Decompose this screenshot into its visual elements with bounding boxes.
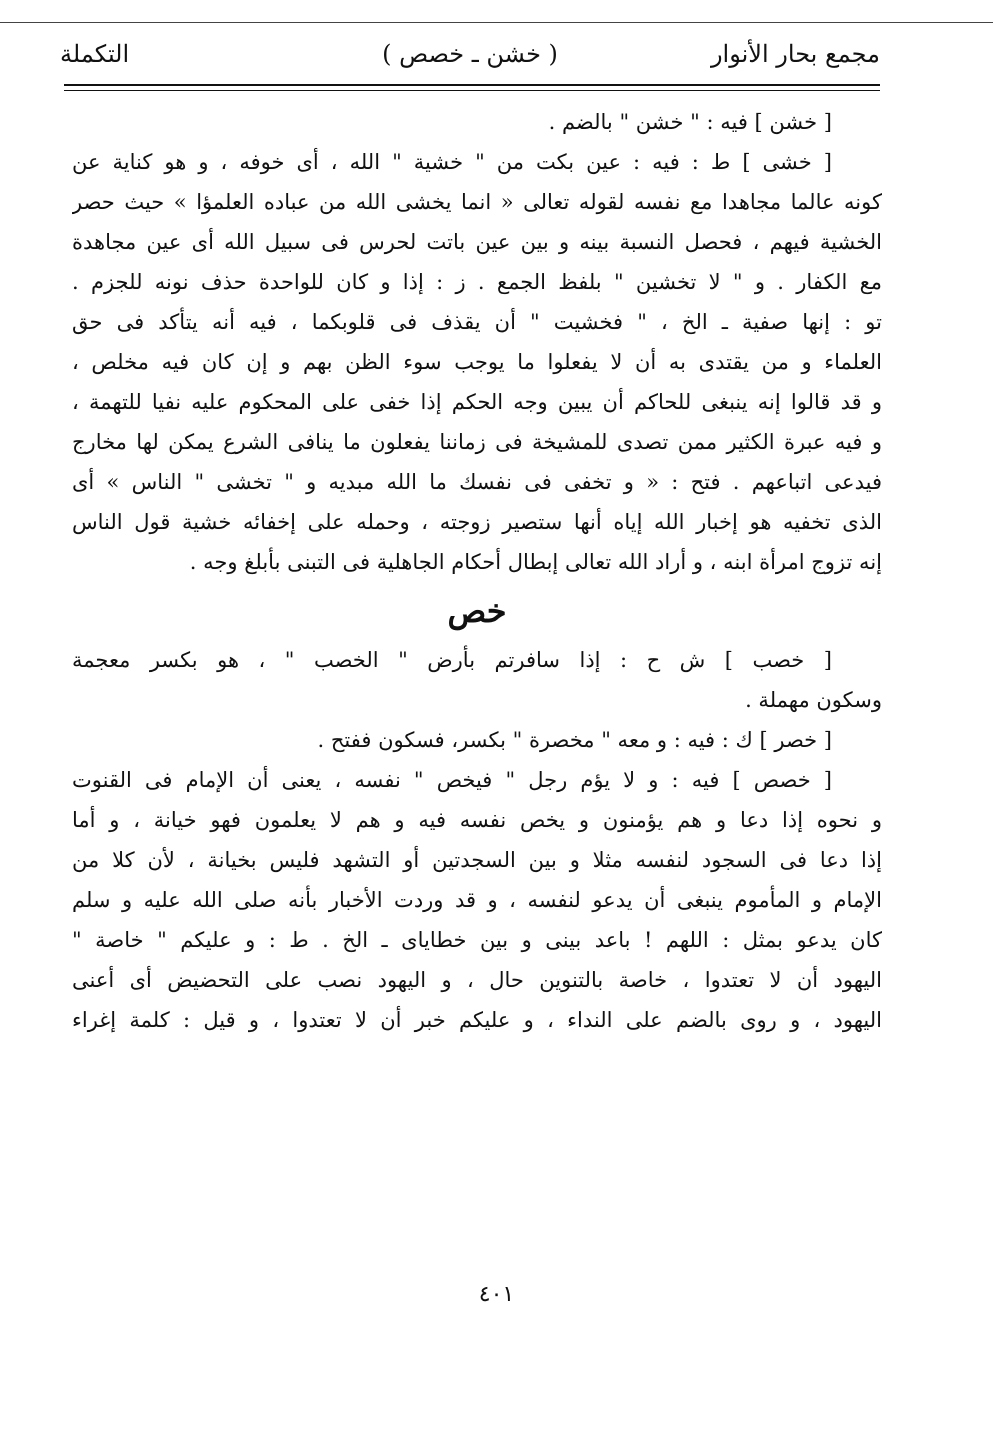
text-line: مع الكفار . و " لا تخشين " بلفظ الجمع . ز : إذا و كان للواحدة حذف نونه للجزم .	[72, 270, 882, 294]
entry-line: [ خصر ] ك : فيه : و معه " مخصرة " بكسر، فسكون ففتح .	[317, 728, 832, 752]
header-rule-thin	[64, 90, 880, 91]
entry-line: [ خصب ] ش ح : إذا سافرتم بأرض " الخصب " ، هو بكسر معجمة	[72, 648, 832, 672]
header-rule	[64, 84, 880, 86]
text-line: إنه تزوج امرأة ابنه ، و أراد الله تعالى إبطال أحكام الجاهلية فى التبنى بأبلغ وجه .	[189, 550, 882, 574]
running-header	[60, 34, 880, 74]
section-heading: خص	[447, 592, 507, 630]
text-line: اليهود أن لا تعتدوا ، خاصة بالتنوين حال ، و اليهود نصب على التحضيض أى أعنى	[72, 968, 882, 992]
text-line: و فيه عبرة الكثير ممن تصدى للمشيخة فى زماننا يفعلون ما ينافى الشرع يمكن لها مخارج	[72, 430, 882, 454]
entry-line: [ خشن ] فيه : " خشن " بالضم .	[548, 110, 832, 134]
text-line: الخشية فيهم ، فحصل النسبة بينه و بين عين باتت لحرس فى سبيل الله أى عين مجاهدة	[72, 230, 882, 254]
scan-top-edge	[0, 22, 993, 23]
main-text	[72, 102, 882, 1040]
text-line: اليهود ، و روى بالضم على النداء ، و عليكم خبر أن لا تعتدوا ، و قيل : كلمة إغراء	[72, 1008, 882, 1032]
entry-line: [ خشى ] ط : فيه : عين بكت من " خشية " الله ، أى خوفه ، و هو كناية عن	[72, 150, 832, 174]
text-line: فيدعى اتباعهم . فتح : « و تخفى فى نفسك ما الله مبديه و " تخشى " الناس » أى	[72, 470, 882, 494]
text-line: الإمام و المأموم ينبغى أن يدعو لنفسه ، و قد وردت الأخبار بأنه صلى الله عليه و سلم	[72, 888, 882, 912]
text-line: و قد قالوا إنه ينبغى للحاكم أن يبين وجه الحكم إذا خفى على المحكوم عليه نفيا للتهمة ،	[72, 390, 882, 414]
header-book-title: مجمع بحار الأنوار	[710, 40, 880, 68]
text-line: و نحوه إذا دعا و هم يؤمنون و يخص نفسه فيه و هم لا يعلمون فهو خيانة ، و أما	[72, 808, 882, 832]
header-entry-range: ( خشن ـ خصص )	[382, 40, 558, 68]
header-volume-label: التكملة	[60, 40, 130, 68]
text-line: العلماء و من يقتدى به أن لا يفعلوا ما يوجب سوء الظن بهم و إن كان فيه مخلص ،	[72, 350, 882, 374]
text-line: الذى تخفيه هو إخبار الله إياه أنها ستصير زوجته ، وحمله على إخفائه خشية قول الناس	[72, 510, 882, 534]
text-line: تو : إنها صفية ـ الخ ، " فخشيت " أن يقذف فى قلوبكما ، فيه أنه يتأكد فى حق	[72, 310, 882, 334]
text-line: كان يدعو بمثل : اللهم ! باعد بينى و بين خطاياى ـ الخ . ط : و عليكم " خاصة "	[72, 928, 882, 952]
text-line: وسكون مهملة .	[745, 688, 882, 712]
text-line: كونه عالما مجاهدا مع نفسه لقوله تعالى « انما يخشى الله من عباده العلمؤا » حيث حصر	[72, 190, 882, 214]
text-line: إذا دعا فى السجود لنفسه مثلا و بين السجدتين أو التشهد فليس بخيانة ، لأن كلا من	[72, 848, 882, 872]
entry-line: [ خصص ] فيه : و لا يؤم رجل " فيخص " نفسه ، يعنى أن الإمام فى القنوت	[72, 768, 832, 792]
page-number: ٤٠١	[478, 1282, 515, 1307]
